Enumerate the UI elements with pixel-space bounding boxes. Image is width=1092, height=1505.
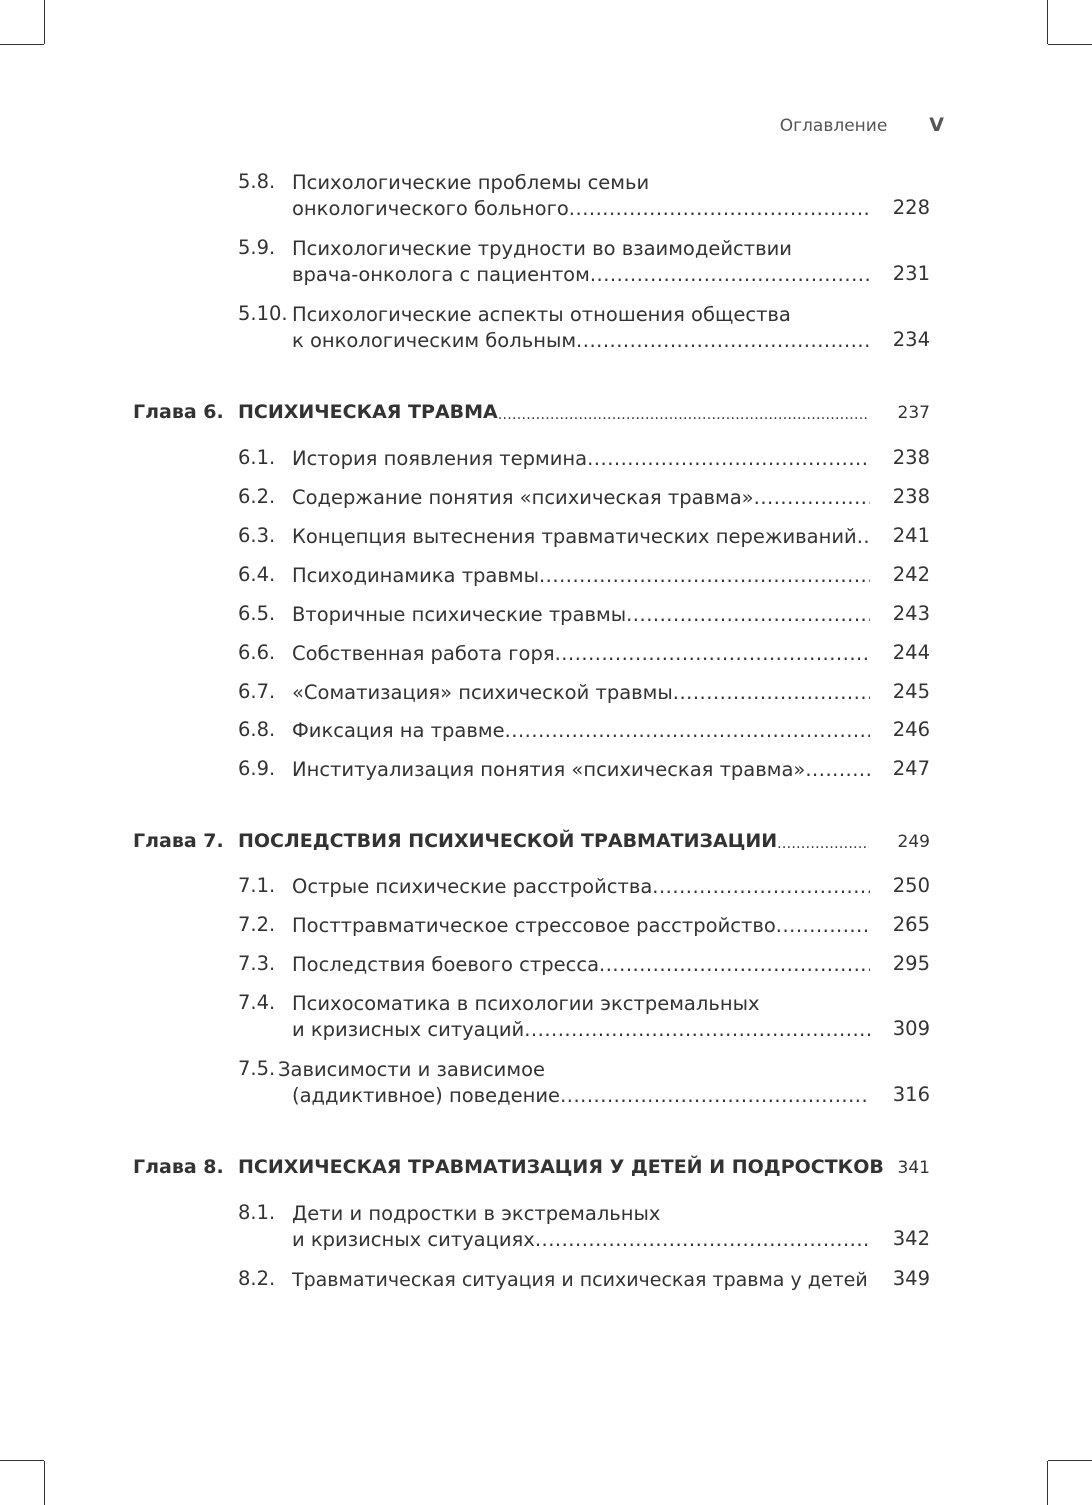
crop-mark [1047, 1461, 1048, 1505]
entry-page: 246 [892, 718, 930, 741]
chapter-title: ПОСЛЕДСТВИЯ ПСИХИЧЕСКОЙ ТРАВМАТИЗАЦИИ [238, 830, 778, 852]
leader-dots [505, 718, 870, 744]
entry-title: «Соматизация» психической травмы [292, 681, 673, 704]
leader-dots [560, 1083, 870, 1109]
leader-dots [555, 641, 870, 667]
leader-dots [535, 1227, 870, 1253]
entry-page: 309 [892, 1017, 930, 1040]
crop-mark [1047, 0, 1048, 44]
entry-page: 295 [892, 952, 930, 975]
entry-title-line1: Психосоматика в психологии экстремальных [292, 992, 760, 1015]
entry-number: 7.1. [238, 874, 276, 897]
entry-page: 241 [892, 524, 930, 547]
entry-title: История появления термина [292, 447, 588, 470]
crop-mark [0, 44, 44, 45]
leader-dots [805, 757, 870, 783]
entry-page: 243 [892, 602, 930, 625]
leader-dots [590, 262, 870, 288]
entry-page: 265 [892, 913, 930, 936]
entry-number: 7.4. [238, 991, 276, 1014]
entry-page: 242 [892, 563, 930, 586]
leader-dots [626, 602, 870, 628]
entry-title-line2: к онкологическим больным [292, 329, 577, 352]
entry-page: 342 [892, 1227, 930, 1250]
chapter-label: Глава 8. [133, 1156, 224, 1178]
chapter-label: Глава 7. [133, 830, 224, 852]
entry-page: 228 [892, 196, 930, 219]
entry-number: 6.6. [238, 641, 276, 664]
leader-dots [498, 407, 869, 423]
entry-page: 234 [892, 328, 930, 351]
entry-number: 6.8. [238, 718, 276, 741]
entry-number: 6.1. [238, 446, 276, 469]
entry-number: 6.9. [238, 757, 276, 780]
entry-title-line2: врача-онколога с пациентом [292, 263, 590, 286]
leader-dots [576, 328, 870, 354]
entry-title: Концепция вытеснения травматических переживаний [292, 525, 857, 548]
entry-number: 6.5. [238, 602, 276, 625]
entry-page: 247 [892, 757, 930, 780]
entry-number: 6.3. [238, 524, 276, 547]
running-header [780, 114, 944, 136]
entry-number: 6.7. [238, 680, 276, 703]
leader-dots [652, 874, 870, 900]
header-page-number: V [929, 114, 944, 136]
chapter-page: 237 [897, 403, 930, 423]
crop-mark [44, 1461, 45, 1505]
crop-mark [44, 0, 45, 44]
crop-mark [1048, 1460, 1092, 1461]
leader-dots [587, 446, 870, 472]
entry-page: 238 [892, 485, 930, 508]
leader-dots [539, 563, 870, 589]
entry-number: 7.5. [238, 1057, 276, 1080]
entry-title-line1: Психологические аспекты отношения общества [292, 303, 791, 326]
entry-page: 244 [892, 641, 930, 664]
entry-title: Институализация понятия «психическая травма» [292, 758, 806, 781]
entry-title: Последствия боевого стресса [292, 953, 600, 976]
entry-title-line1: Зависимости и зависимое [278, 1058, 545, 1081]
chapter-title: ПСИХИЧЕСКАЯ ТРАВМА [238, 401, 498, 423]
crop-mark [0, 1460, 44, 1461]
chapter-page: 341 [897, 1158, 930, 1178]
entry-title: Посттравматическое стрессовое расстройство [292, 914, 776, 937]
leader-dots [673, 680, 870, 706]
entry-title: Психодинамика травмы [292, 564, 539, 587]
entry-title-line2: и кризисных ситуациях [292, 1228, 535, 1251]
entry-title: Травматическая ситуация и психическая травма у детей [292, 1269, 868, 1291]
leader-dots [569, 196, 870, 222]
header-title: Оглавление [779, 116, 888, 136]
leader-dots [776, 913, 870, 939]
crop-mark [1048, 44, 1092, 45]
entry-title-line2: и кризисных ситуаций [292, 1018, 525, 1041]
entry-number: 8.2. [238, 1267, 276, 1290]
entry-number: 5.9. [238, 236, 276, 259]
entry-number: 7.2. [238, 913, 276, 936]
entry-title: Вторичные психические травмы [292, 603, 627, 626]
entry-title-line1: Психологические проблемы семьи [292, 171, 650, 194]
entry-page: 245 [892, 680, 930, 703]
entry-title: Содержание понятия «психическая травма» [292, 486, 754, 509]
entry-page: 231 [892, 262, 930, 285]
entry-title: Фиксация на травме [292, 719, 505, 742]
entry-page: 349 [892, 1267, 930, 1290]
chapter-title: ПСИХИЧЕСКАЯ ТРАВМАТИЗАЦИЯ У ДЕТЕЙ И ПОДРОСТКОВ [238, 1156, 884, 1178]
entry-title: Острые психические расстройства [292, 875, 653, 898]
entry-title-line2: (аддиктивное) поведение [292, 1084, 561, 1107]
leader-dots [524, 1017, 870, 1043]
entry-number: 5.8. [238, 170, 276, 193]
entry-number: 7.3. [238, 952, 276, 975]
leader-dots [599, 952, 870, 978]
chapter-label: Глава 6. [133, 401, 224, 423]
entry-page: 238 [892, 446, 930, 469]
entry-number: 6.2. [238, 485, 276, 508]
entry-number: 6.4. [238, 563, 276, 586]
chapter-page: 249 [897, 832, 930, 852]
entry-title-line2: онкологического больного [292, 197, 569, 220]
entry-title-line1: Дети и подростки в экстремальных [292, 1202, 661, 1225]
leader-dots [777, 836, 869, 852]
entry-title: Собственная работа горя [292, 642, 555, 665]
entry-title-line1: Психологические трудности во взаимодействии [292, 237, 792, 260]
leader-dots [754, 485, 870, 511]
leader-dots [857, 524, 870, 550]
entry-page: 316 [892, 1083, 930, 1106]
entry-number: 5.10. [238, 302, 288, 325]
entry-number: 8.1. [238, 1201, 276, 1224]
entry-page: 250 [892, 874, 930, 897]
